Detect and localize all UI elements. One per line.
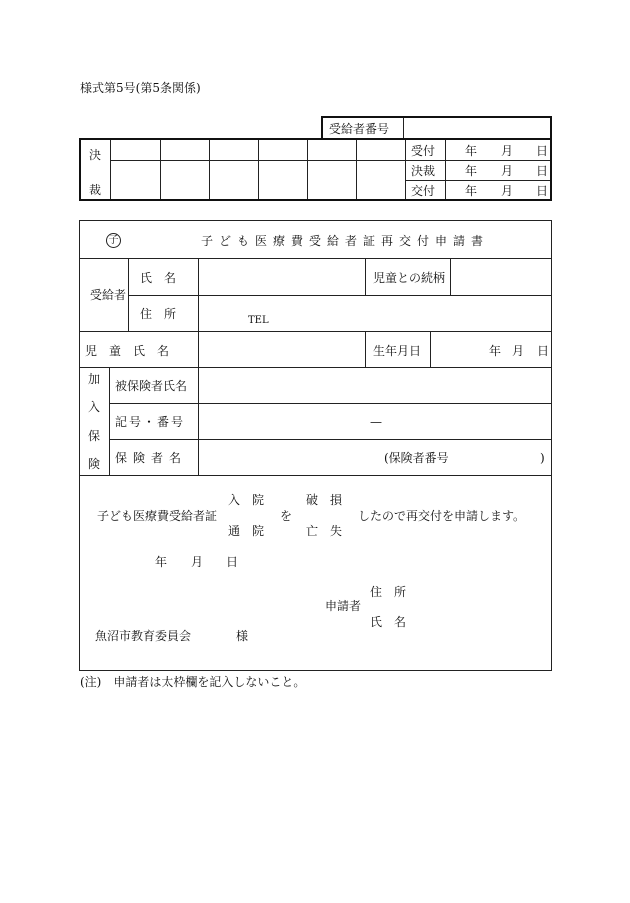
birth-year: 年 (489, 344, 502, 358)
uketsuke-day: 日 (536, 144, 549, 158)
insurer-number-label: (保険者番号 (384, 451, 449, 465)
statement-prefix: 子ども医療費受給者証 (97, 509, 218, 523)
relationship-label: 児童との続柄 (373, 271, 446, 285)
recipient-number-box (321, 116, 552, 140)
kessai-label-bottom: 裁 (89, 183, 102, 197)
symbol-dash: — (370, 415, 382, 429)
koufu-month: 月 (501, 184, 514, 198)
option-inpatient[interactable]: 入 院 (228, 493, 265, 507)
option-lost[interactable]: 亡 失 (306, 524, 343, 538)
office-use-table (79, 138, 552, 201)
recipient-number-label: 受給者番号 (329, 122, 390, 136)
kessai-year: 年 (465, 164, 478, 178)
uketsuke-year: 年 (465, 144, 478, 158)
child-circle-icon: 子 (106, 233, 121, 248)
insured-name-label: 被保険者氏名 (115, 379, 188, 393)
relationship-field[interactable] (451, 259, 551, 295)
insured-name-field[interactable] (199, 368, 551, 403)
application-form (79, 220, 552, 671)
statement-suffix: したので再交付を申請します。 (358, 509, 526, 523)
date-year: 年 (155, 555, 168, 569)
addressee-sama: 様 (236, 629, 249, 643)
stamp-cell-1[interactable] (111, 140, 160, 160)
option-damage[interactable]: 破 損 (306, 493, 343, 507)
statement-wo: を (280, 509, 293, 523)
date-day: 日 (226, 555, 239, 569)
birthdate-label: 生年月日 (373, 344, 422, 358)
koufu-day: 日 (536, 184, 549, 198)
child-name-label: 児 童 氏 名 (85, 344, 170, 358)
birth-month: 月 (512, 344, 525, 358)
applicant-address-label: 住 所 (370, 585, 407, 599)
insurance-label-3: 保 (88, 429, 101, 443)
footer-note: (注) 申請者は太枠欄を記入しないこと。 (80, 675, 306, 689)
address-label: 住 所 (140, 307, 177, 321)
recipient-label: 受給者 (90, 288, 127, 302)
recipient-name-field[interactable] (199, 259, 364, 295)
insurer-name-field[interactable] (199, 440, 551, 475)
addressee: 魚沼市教育委員会 (95, 629, 192, 643)
insurance-label-1: 加 (88, 372, 101, 386)
birth-day: 日 (537, 344, 550, 358)
insurance-label-4: 険 (88, 457, 101, 471)
insurance-label-2: 入 (88, 400, 101, 414)
date-month: 月 (191, 555, 204, 569)
uketsuke-month: 月 (501, 144, 514, 158)
kessai-month: 月 (501, 164, 514, 178)
form-title: 子ども医療費受給者証再交付申請書 (201, 234, 490, 248)
symbol-number-label: 記号・番号 (115, 415, 186, 429)
applicant-name-label: 氏 名 (370, 615, 407, 629)
child-name-field[interactable] (199, 332, 364, 367)
recipient-number-field[interactable] (405, 118, 550, 138)
option-outpatient[interactable]: 通 院 (228, 524, 265, 538)
insurer-name-label: 保険者名 (115, 451, 188, 465)
kessai-label-top: 決 (89, 148, 102, 162)
applicant-label: 申請者 (325, 599, 362, 613)
koufu-label: 交付 (411, 184, 436, 198)
koufu-year: 年 (465, 184, 478, 198)
kessai-row-label: 決裁 (411, 164, 436, 178)
uketsuke-label: 受付 (411, 144, 436, 158)
name-label: 氏 名 (140, 271, 177, 285)
form-number: 様式第5号(第5条関係) (80, 81, 201, 95)
kessai-day: 日 (536, 164, 549, 178)
insurer-number-close: ) (540, 451, 545, 465)
tel-label: TEL (248, 315, 269, 326)
